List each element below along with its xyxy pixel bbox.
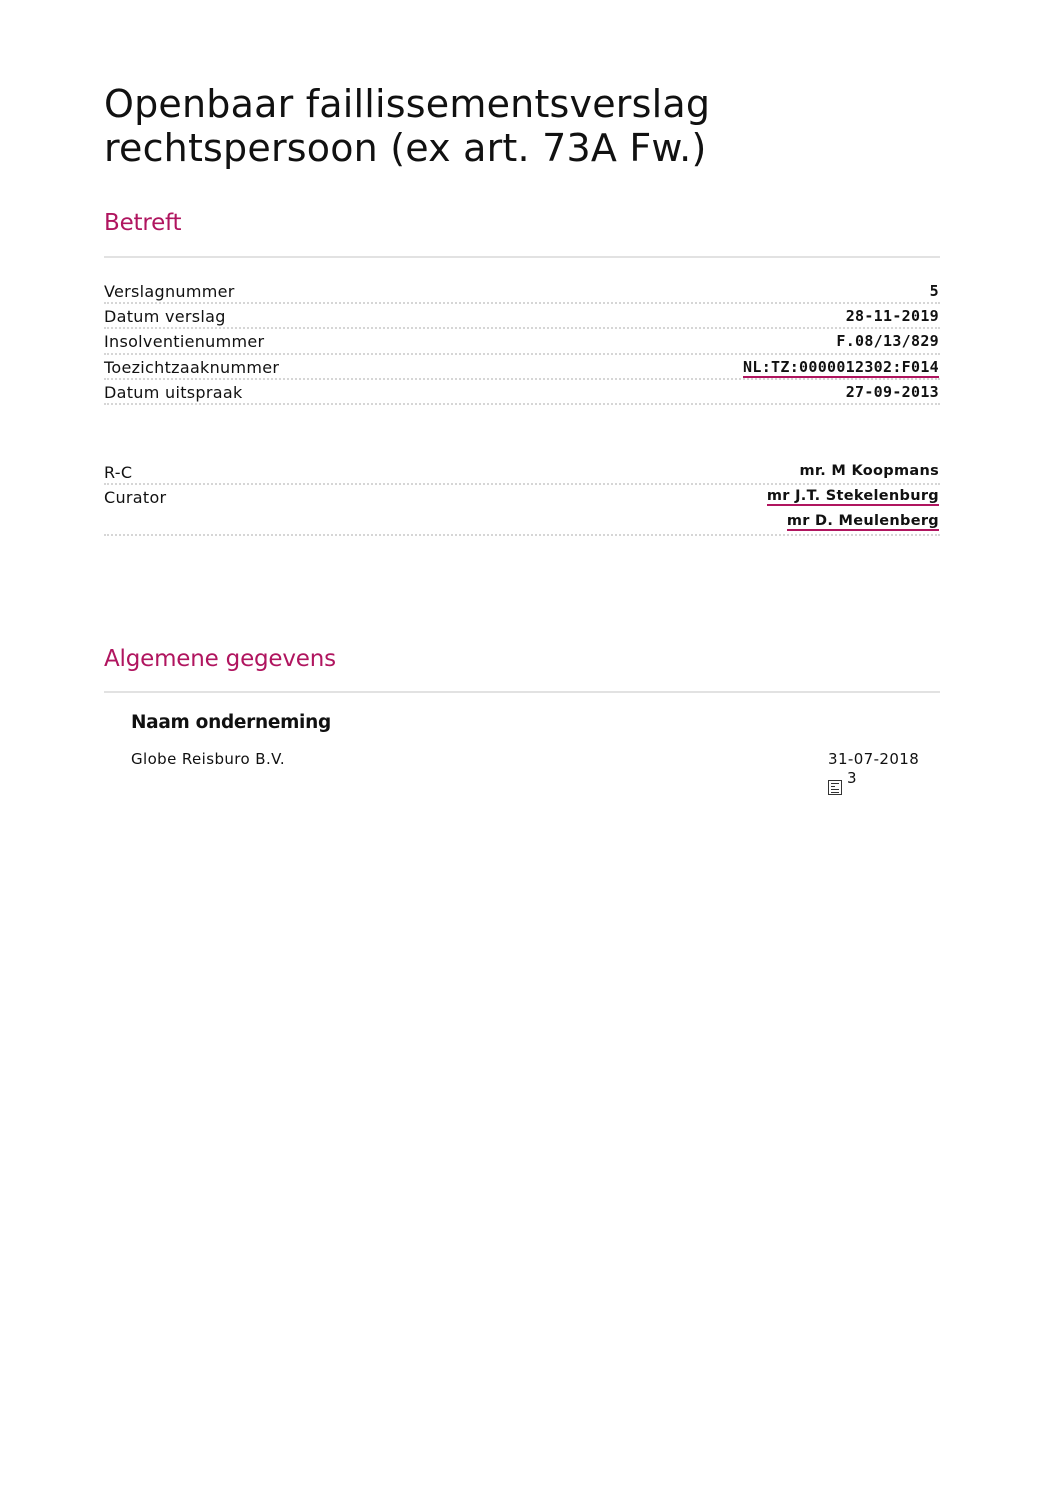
row-datum-uitspraak — [104, 380, 940, 405]
company-date: 31-07-2018 — [828, 750, 920, 768]
label-toezichtzaaknummer: Toezichtzaaknummer — [104, 357, 280, 377]
section-heading-algemeen: Algemene gegevens — [104, 646, 336, 672]
case-details — [104, 279, 940, 405]
row-toezichtzaaknummer — [104, 355, 940, 380]
label-datum-uitspraak: Datum uitspraak — [104, 382, 243, 402]
label-curator: Curator — [104, 488, 167, 508]
value-datum-uitspraak: 27-09-2013 — [845, 382, 939, 401]
section-heading-betreft: Betreft — [104, 210, 182, 236]
toezichtzaaknummer-link[interactable]: NL:TZ:0000012302:F014 — [743, 357, 939, 376]
document-icon — [828, 780, 842, 795]
value-verslagnummer: 5 — [929, 282, 939, 300]
page-title: Openbaar faillissementsverslag rechtspersoon (ex art. 73A Fw.) — [104, 82, 711, 170]
label-verslagnummer: Verslagnummer — [104, 282, 235, 301]
row-curator-2 — [104, 510, 940, 535]
label-insolventienummer: Insolventienummer — [104, 332, 265, 352]
value-rc: mr. M Koopmans — [799, 463, 939, 479]
label-rc: R-C — [104, 463, 133, 482]
row-curator — [104, 485, 940, 510]
company-name: Globe Reisburo B.V. — [131, 750, 286, 768]
report-reference[interactable] — [828, 769, 857, 795]
row-verslagnummer — [104, 279, 940, 304]
section-divider — [104, 691, 940, 693]
row-datum-verslag — [104, 304, 940, 329]
subheading-naam-onderneming: Naam onderneming — [131, 712, 331, 733]
value-insolventienummer: F.08/13/829 — [836, 332, 939, 351]
label-datum-verslag: Datum verslag — [104, 307, 226, 327]
curator-link-2[interactable]: mr D. Meulenberg — [786, 513, 939, 530]
value-datum-verslag: 28-11-2019 — [845, 307, 939, 326]
report-reference-number: 3 — [847, 769, 857, 787]
curator-link-1[interactable]: mr J.T. Stekelenburg — [766, 488, 939, 505]
row-rc — [104, 460, 940, 485]
section-divider — [104, 256, 940, 258]
row-insolventienummer — [104, 329, 940, 354]
persons-details — [104, 460, 940, 536]
